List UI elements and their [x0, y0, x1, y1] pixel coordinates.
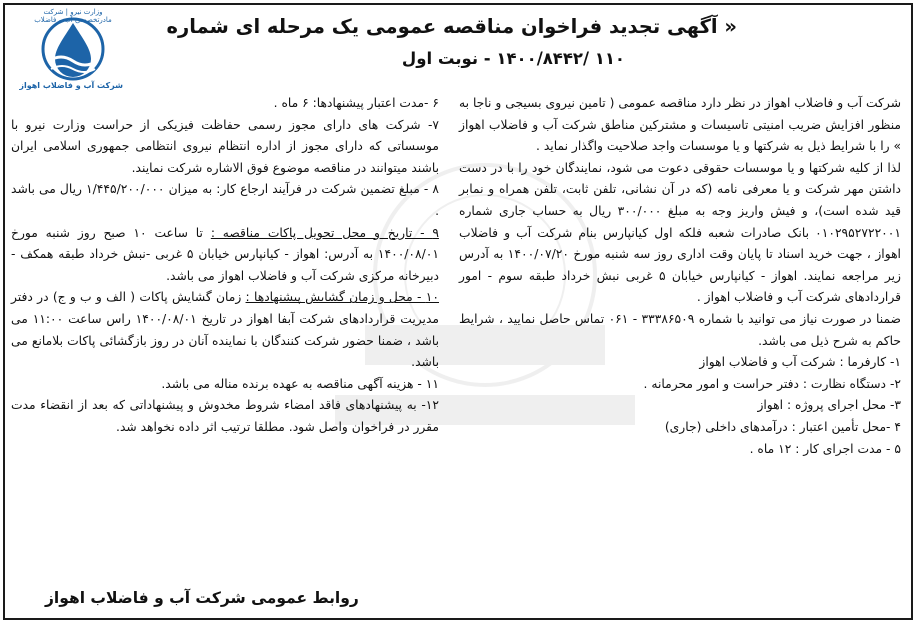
left-column: [11, 93, 439, 439]
logo-arc-text: وزارت نیرو | شرکت مادرتخصصی آب و فاضلاب: [34, 8, 112, 24]
tender-number: ۱۱۰ /۱۴۰۰/۸۴۴۲ - نوبت اول: [401, 49, 625, 68]
right-column: [459, 93, 901, 460]
item-9-heading: ۹ - تاریخ و محل تحویل پاکات مناقصه :: [210, 225, 439, 240]
condition-item-12: ۱۲- به پیشنهادهای فاقد امضاء شروط مخدوش و پیشنهاداتی که بعد از انقضاء مدت مقرر در فراخوان واصل شود. مطلقا ترتیب اثر داده نخواهد شد.: [11, 398, 439, 434]
company-logo: [19, 8, 123, 95]
condition-item-10: [11, 287, 439, 373]
condition-item-11: ۱۱ - هزینه آگهی مناقصه به عهده برنده مناله می باشد.: [161, 376, 439, 391]
invitation-paragraph: لذا از کلیه شرکتها و یا موسسات حقوقی دعوت می شود، نمایندگان خود را با در دست داشتن مهر شرکت و یا معرفی نامه (که در آن نشانی، تلفن ثابت، تلفن همراه و نمابر قید شده است)، و فیش واریز وجه به مبلغ ۳۰۰/۰۰۰ ریال به حساب جاری شماره ۰۱۰۲۹۵۲۷۲۲۰۰۱ بانک صادرات شعبه فلکه اول کیانپارس بنام شرکت آب و فاضلاب اهواز ، جهت خرید اسناد تا پایان وقت اداری روز سه شنبه مورخ ۱۴۰۰/۰۷/۲۰ به آدرس زیر مراجعه نمایند. اهواز - کیانپارس خیابان ۵ غربی نبش خرداد طبقه سوم - امور قراردادهای شرکت آب و فاضلاب اهواز .: [459, 160, 901, 305]
item-10-heading: ۱۰ - محل و زمان گشایش پیشنهادها :: [245, 290, 439, 305]
condition-item-5: ۵ - مدت اجرای کار : ۱۲ ماه .: [749, 441, 901, 456]
condition-item-2: ۲- دستگاه نظارت : دفتر حراست و امور محرمانه .: [643, 376, 901, 391]
intro-paragraph: شرکت آب و فاضلاب اهواز در نظر دارد مناقصه عمومی ( تامین نیروی بسیجی و ناجا به منظور افزایش ضریب امنیتی تاسیسات و مشترکین مناطق شرکت آب و فاضلاب اهواز » را با شرایط ذیل به شرکتها و یا موسسات واجد صلاحیت واگذار نماید .: [459, 96, 901, 154]
condition-item-3: ۳- محل اجرای پروژه : اهواز: [757, 398, 901, 413]
page-title: « آگهی تجدید فراخوان مناقصه عمومی یک مرحله ای شماره: [166, 15, 737, 38]
condition-item-6: ۶ -مدت اعتبار پیشنهادها: ۶ ماه .: [273, 96, 439, 110]
item-10-body: زمان گشایش پاکات ( الف و ب و ج) در دفتر مدیریت قراردادهای شرکت آبفا اهواز در تاریخ ۱۴۰۰/۰۸/۰۱ راس ساعت ۱۱:۰۰ می باشد ، ضمنا حضور شرکت کنندگان با نماینده آنان در روز بازگشائی پاکات بلامانع می باشد.: [11, 290, 439, 370]
condition-item-7: ۷- شرکت های دارای مجوز رسمی حفاظت فیزیکی از حراست وزارت نیرو با موسساتی که دارای مجوز از اداره انتظام نیروی انتظامی جمهوری اسلامی ایران باشند میتوانند در مناقصه موضوع فوق الاشاره شرکت نمایند.: [11, 117, 439, 175]
item-9-body: تا ساعت ۱۰ صبح روز شنبه مورخ ۱۴۰۰/۰۸/۰۱ به آدرس: اهواز - کیانپارس خیابان ۵ غربی -نبش خرداد طبقه همکف - دبیرخانه مرکزی شرکت آب و فاضلاب اهواز می باشد.: [11, 225, 439, 283]
advertisement-page: [3, 3, 913, 620]
condition-item-9: [11, 223, 439, 288]
condition-item-8: ۸ - مبلغ تضمین شرکت در فرآیند ارجاع کار: به میزان ۱/۴۴۵/۲۰۰/۰۰۰ ریال می باشد .: [11, 182, 439, 218]
condition-item-1: ۱- کارفرما : شرکت آب و فاضلاب اهواز: [699, 355, 901, 370]
logo-caption: شرکت آب و فاضلاب اهواز: [19, 81, 123, 90]
contact-paragraph: ضمنا در صورت نیاز می توانید با شماره ۳۳۳۸۶۵۰۹ - ۰۶۱ تماس حاصل نمایید ، شرایط حاکم به شرح ذیل می باشد.: [459, 311, 902, 348]
condition-item-4: ۴ -محل تأمین اعتبار : درآمدهای داخلی (جاری): [664, 419, 901, 434]
footer-signature: روابط عمومی شرکت آب و فاضلاب اهواز: [45, 589, 359, 607]
